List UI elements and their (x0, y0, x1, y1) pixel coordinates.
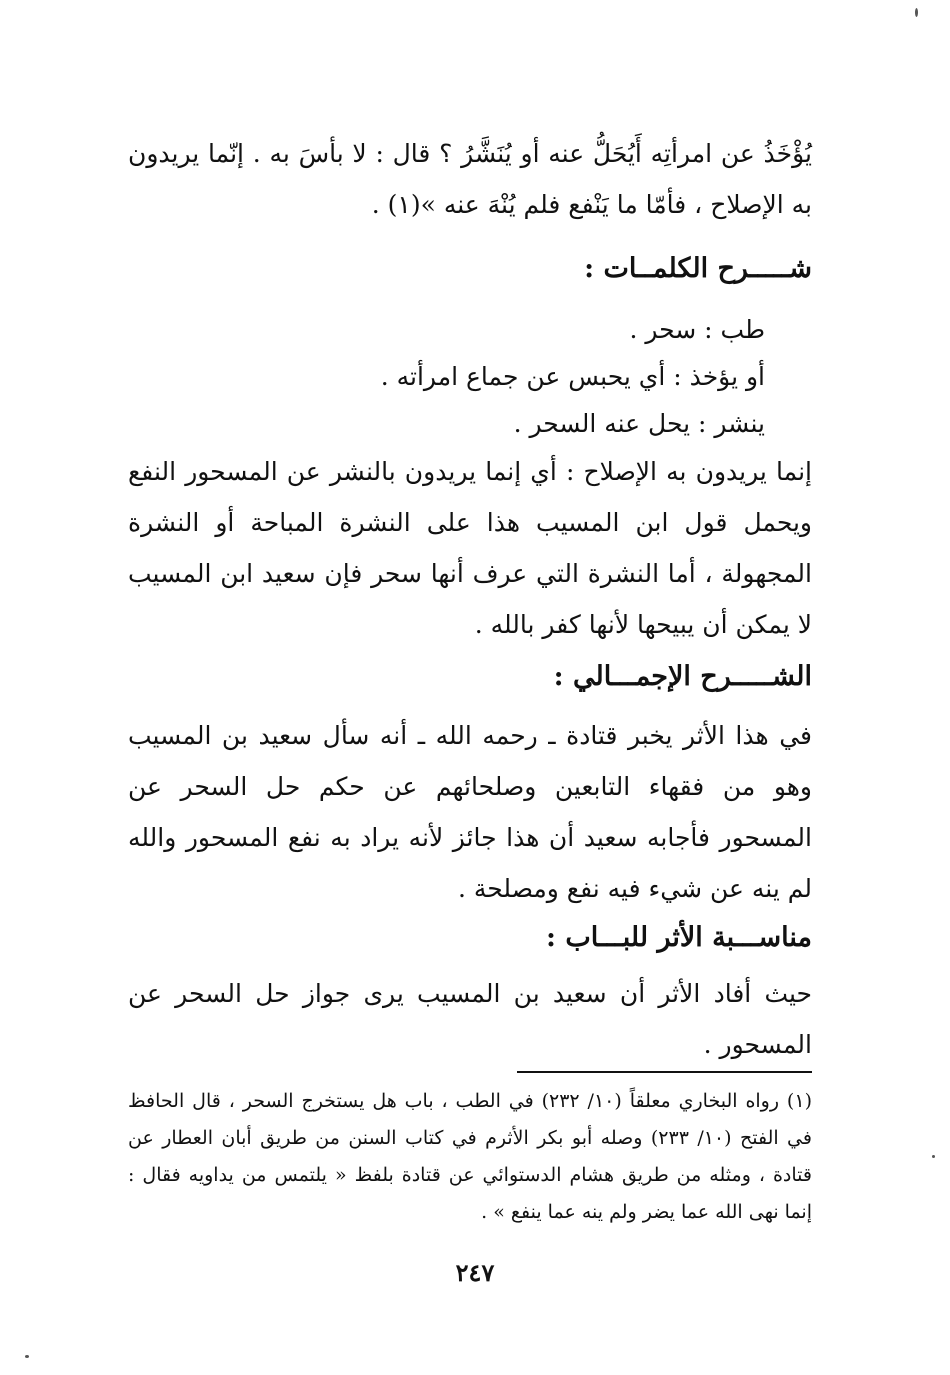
definition-item-yunashshar: ينشر : يحل عنه السحر . (513, 409, 765, 438)
scan-speck (25, 1355, 29, 1358)
scan-speck (932, 1155, 935, 1158)
word-explanation-paragraph: إنما يريدون به الإصلاح : أي إنما يريدون بالنشر عن المسحور النفع ويحمل قول ابن المسيب هذا على النشرة المباحة أو النشرة المجهولة ، أما النشرة التي عرف أنها سحر فإن سعيد ابن المسيب لا يمكن أن يبيحها لأنها كفر بالله . (128, 457, 812, 639)
general-explanation-paragraph: في هذا الأثر يخبر قتادة ـ رحمه الله ـ أنه سأل سعيد بن المسيب وهو من فقهاء التابعين وصلحائهم عن حكم حل السحر عن المسحور فأجابه سعيد أن هذا جائز لأنه يراد به نفع المسحور والله لم ينه عن شيء فيه نفع ومصلحة . (128, 721, 812, 903)
relevance-paragraph: حيث أفاد الأثر أن سعيد بن المسيب يرى جواز حل السحر عن المسحور . (128, 979, 812, 1059)
scan-speck (915, 8, 918, 17)
page-number: ٢٤٧ (455, 1258, 495, 1287)
general-explanation-paragraph-block (128, 710, 812, 914)
opening-paragraph: يُؤْخَذُ عن امرأتِه أَيُحَلُّ عنه أو يُنَشَّرُ ؟ قال : لا بأسَ به . إنّما يريدون به الإصلاح ، فأمّا ما يَنْفع فلم يُنْهَ عنه »(١) . (128, 139, 812, 219)
relevance-heading: مناســـبة الأثر للبـــاب : (546, 922, 812, 953)
definition-item-yukhadh: أو يؤخذ : أي يحبس عن جماع امرأته . (380, 362, 765, 391)
relevance-paragraph-block (128, 968, 812, 1070)
definition-item-tibb: طب : سحر . (629, 315, 765, 344)
word-explanation-heading: شـــــرح الكلمــات : (584, 253, 812, 284)
general-explanation-heading: الشـــــرح الإجمـــالي : (553, 661, 812, 692)
opening-paragraph-block (128, 128, 812, 230)
footnote-separator (517, 1071, 812, 1073)
footnote-text: (١) رواه البخاري معلقاً (١٠/ ٢٣٢) في الطب ، باب هل يستخرج السحر ، قال الحافظ في الفتح (١٠/ ٢٣٣) وصله أبو بكر الأثرم في كتاب السنن من طريق أبان العطار عن قتادة ، ومثله من طريق هشام الدستوائي عن قتادة بلفظ « يلتمس من يداويه فقال : إنما نهى الله عما يضر ولم ينه عما ينفع » . (128, 1090, 812, 1223)
word-explanation-paragraph-block (128, 446, 812, 650)
